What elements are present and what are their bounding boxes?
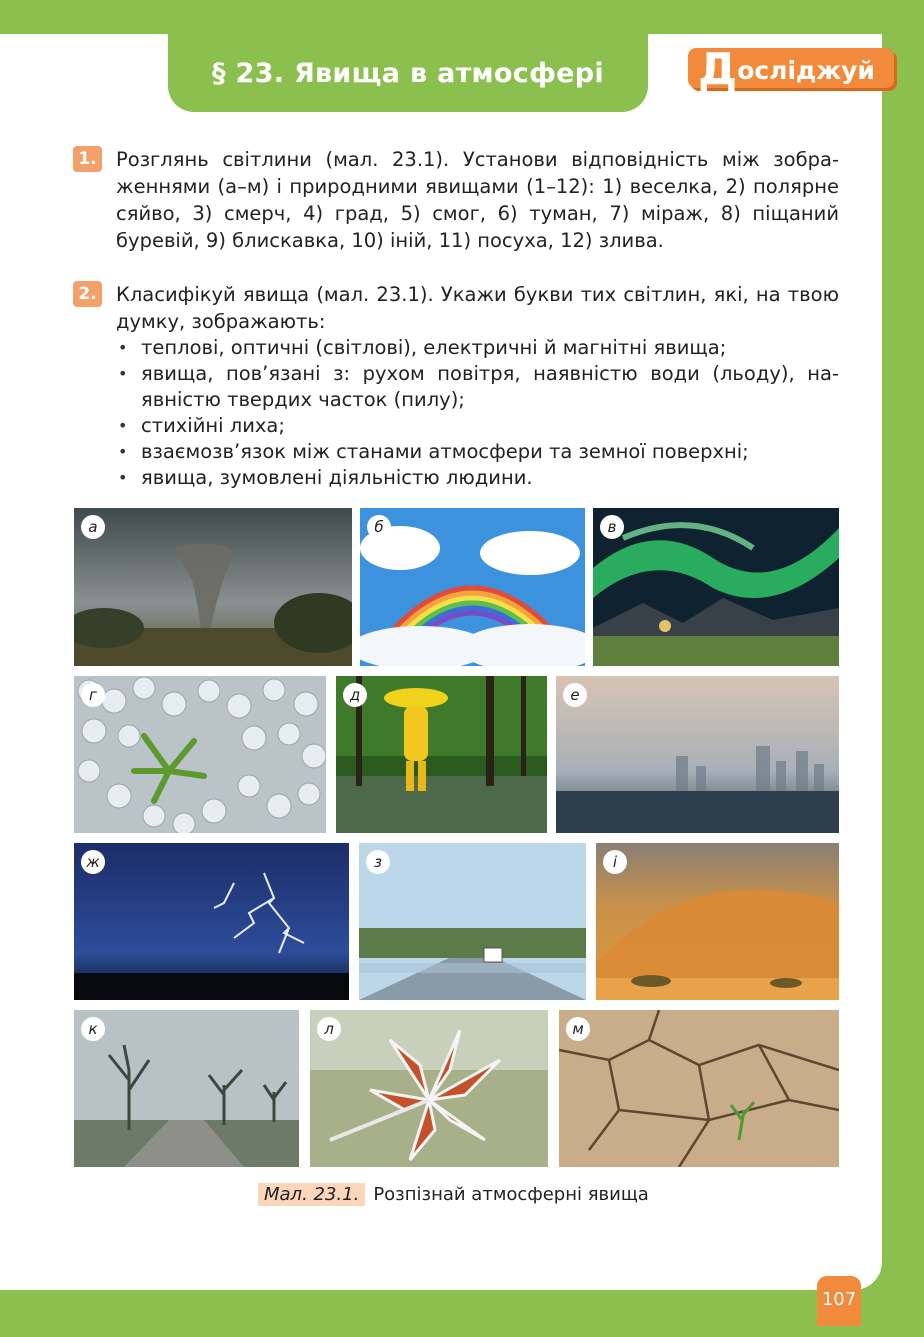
bullet-list <box>116 335 839 491</box>
photo-label: і <box>603 850 627 874</box>
section-title: § 23. Явища в атмосфері <box>212 57 604 89</box>
section-title-tab <box>168 34 648 112</box>
photo-label: м <box>566 1017 590 1041</box>
photo-label: д <box>343 683 367 707</box>
list-item: • взаємозв’язок між станами атмосфери та земної поверхні; <box>116 439 839 465</box>
photo-rain <box>336 676 547 833</box>
list-item: • явища, пов’язані з: рухом повітря, наявністю води (льоду), наявністю твердих часток (пилу); <box>116 361 839 413</box>
photo-label: а <box>81 515 105 539</box>
explore-badge <box>688 44 894 95</box>
photo-hail <box>74 676 326 833</box>
photo-sandstorm <box>596 843 839 1000</box>
photo-smog <box>556 676 839 833</box>
task-number: 1. <box>73 146 102 172</box>
task-number: 2. <box>73 281 102 307</box>
photo-label: г <box>81 683 105 707</box>
task-text: Розглянь світлини (мал. 23.1). Установи відповідність між зображеннями (а–м) і природними явищами (1–12): 1) веселка, 2) полярне сяйво, 3) смерч, 4) град, 5) смог, 6) туман, 7) міраж, 8) піщаний буревій, 9) блискавка, 10) іній, 11) посуха, 12) злива. <box>116 148 839 252</box>
page-number: 107 <box>817 1276 861 1326</box>
photo-label: к <box>81 1017 105 1041</box>
task-2 <box>73 281 839 491</box>
list-item: • стихійні лиха; <box>116 413 839 439</box>
page-corner-left <box>0 34 168 94</box>
top-band <box>0 0 924 34</box>
photo-label: б <box>367 515 391 539</box>
photo-label: ж <box>81 850 105 874</box>
badge-text: осліджуй <box>737 56 875 85</box>
photo-tornado <box>74 508 352 666</box>
photo-mirage <box>359 843 586 1000</box>
photo-rainbow <box>360 508 585 666</box>
photo-label: в <box>600 515 624 539</box>
photo-label: е <box>563 683 587 707</box>
photo-label: л <box>317 1017 341 1041</box>
photo-frost <box>310 1010 548 1167</box>
list-item: • теплові, оптичні (світлові), електричні й магнітні явища; <box>116 335 839 361</box>
photo-aurora <box>593 508 839 666</box>
figure-caption <box>258 1181 649 1207</box>
photo-label: з <box>366 850 390 874</box>
list-item: • явища, зумовлені діяльністю людини. <box>116 465 839 491</box>
photo-drought <box>559 1010 839 1167</box>
photo-lightning <box>74 843 349 1000</box>
task-1 <box>73 146 839 254</box>
task-text: Класифікуй явища (мал. 23.1). Укажи букви тих світлин, які, на твою думку, зображають: <box>116 283 839 333</box>
caption-text: Розпізнай атмосферні явища <box>373 1183 649 1205</box>
badge-first-letter: Д <box>698 44 738 95</box>
caption-tag: Мал. 23.1. <box>258 1183 365 1206</box>
photo-fog <box>74 1010 299 1167</box>
